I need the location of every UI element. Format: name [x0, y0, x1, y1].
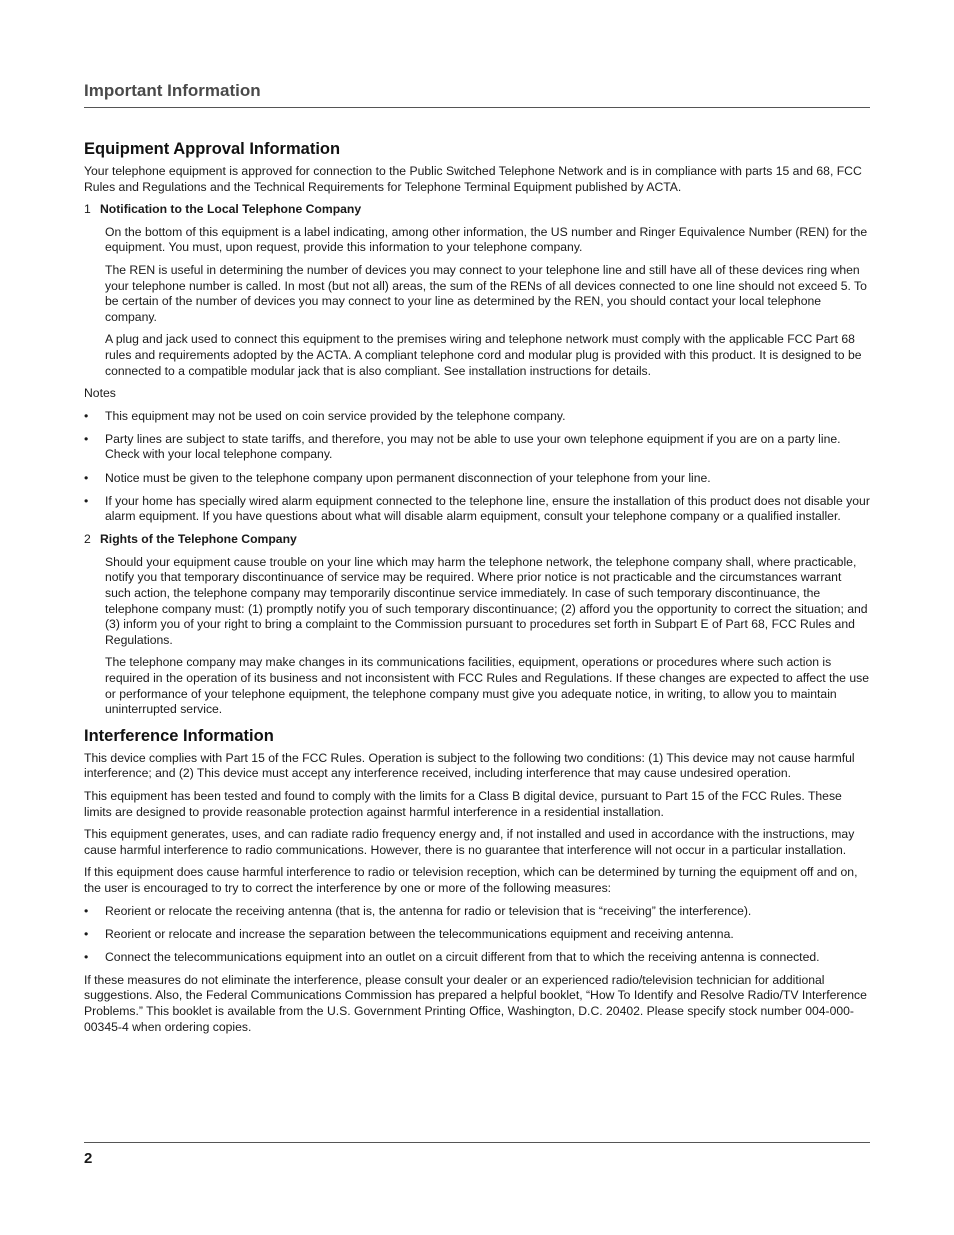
equipment-approval-section: [84, 140, 870, 718]
interference-section: [84, 727, 870, 1035]
subsection-label: Notification to the Local Telephone Company: [100, 202, 362, 217]
list-item: • Reorient or relocate and increase the separation between the telecommunications equipment and receiving antenna.: [84, 926, 734, 941]
header-divider: [84, 107, 870, 108]
list-item: • This equipment may not be used on coin service provided by the telephone company.: [84, 408, 566, 423]
equipment-approval-heading: Equipment Approval Information: [84, 140, 341, 158]
notification-paragraph: On the bottom of this equipment is a label indicating, among other information, the US number and Ringer Equivalence Number (REN) for the equipment. You must, upon request, provide this information to your telephone company.: [105, 224, 868, 255]
bullet-glyph: •: [84, 408, 89, 423]
notes-list: [84, 409, 870, 525]
notification-paragraph: A plug and jack used to connect this equipment to the premises wiring and telephone network must comply with the applicable FCC Part 68 rules and requirements adopted by the ACTA. A compliant telephone cord and modular plug is provided with this product. It is designed to be connected to a compatible modular jack that is also compliant. See installation instructions for details.: [105, 332, 862, 378]
list-item: • Reorient or relocate the receiving antenna (that is, the antenna for radio or television that is “receiving” the interference).: [84, 903, 752, 918]
bullet-glyph: •: [84, 949, 89, 964]
interference-paragraph: If this equipment does cause harmful interference to radio or television reception, which can be determined by turning the equipment off and on, the user is encouraged to try to correct the interference by one or more of the following measures:: [84, 865, 858, 895]
rights-paragraph: Should your equipment cause trouble on your line which may harm the telephone network, the telephone company shall, where practicable, notify you that temporary discontinuance of service may be required. Where prior notice is not practicable and the circumstances warrant such action, the telephone company may temporarily discontinue service immediately. In case of such temporary discontinuance, the telephone company must: (1) promptly notify you of such temporary discontinuance; (2) afford you the opportunity to correct the situation; and (3) inform you of your right to bring a complaint to the Commission pursuant to procedures set forth in Subpart E of Part 68, FCC Rules and Regulations.: [105, 554, 868, 647]
list-item: • If your home has specially wired alarm equipment connected to the telephone line, ensure the installation of this product does not disable your alarm equipment. If you have questions about what will disable alarm equipment, consult your telephone company or a qualified installer.: [84, 493, 870, 524]
bullet-glyph: •: [84, 470, 89, 485]
interference-paragraph: This equipment generates, uses, and can radiate radio frequency energy and, if not installed and used in accordance with the instructions, may cause harmful interference to radio communications. However, there is no guarantee that interference will not occur in a particular installation.: [84, 827, 855, 857]
notification-paragraph: The REN is useful in determining the number of devices you may connect to your telephone line and still have all of these devices ring when your telephone number is called. In most (but not all) areas, the sum of the RENs of all devices connected to one line should not exceed 5. To be certain of the number of devices you may connect to your line as determined by the REN, you should contact your local telephone company.: [105, 262, 867, 324]
bullet-glyph: •: [84, 431, 89, 446]
list-item: • Connect the telecommunications equipment into an outlet on a circuit different from that to which the receiving antenna is connected.: [84, 949, 820, 964]
interference-closing: If these measures do not eliminate the interference, please consult your dealer or an experienced radio/television technician for additional suggestions. Also, the Federal Communications Commission has prepared a helpful booklet, “How To Identify and Resolve Radio/TV Interference Problems.” This booklet is available from the U.S. Government Printing Office, Washington, D.C. 20402. Please specify stock number 004-000-00345-4 when ordering copies.: [84, 972, 867, 1034]
list-item: • Notice must be given to the telephone company upon permanent disconnection of your telephone from your line.: [84, 470, 711, 485]
subsection-notification-title: [84, 202, 870, 218]
footer-divider: [84, 1142, 870, 1143]
subsection-number: 1: [84, 202, 91, 217]
bullet-glyph: •: [84, 493, 89, 508]
page-number: 2: [84, 1150, 93, 1167]
document-page: [84, 0, 870, 1235]
subsection-number: 2: [84, 532, 91, 547]
page-content: [84, 140, 870, 1042]
rights-paragraph: The telephone company may make changes in its communications facilities, equipment, operations or procedures where such action is required in the operation of its business and not inconsistent with FCC Rules and Regulations. If these changes are expected to affect the use or performance of your telephone equipment, the telephone company must give you adequate notice, in writing, to allow you to maintain uninterrupted service.: [105, 655, 869, 717]
list-item: • Party lines are subject to state tariffs, and therefore, you may not be able to use your own telephone equipment if you are on a party line. Check with your local telephone company.: [84, 431, 841, 462]
bullet-glyph: •: [84, 903, 89, 918]
interference-paragraph: This equipment has been tested and found to comply with the limits for a Class B digital device, pursuant to Part 15 of the FCC Rules. These limits are designed to provide reasonable protection against harmful interference in a residential installation.: [84, 789, 842, 819]
interference-paragraph: This device complies with Part 15 of the FCC Rules. Operation is subject to the following two conditions: (1) This device may not cause harmful interference; and (2) This device must accept any interference received, including interference that may cause undesired operation.: [84, 750, 855, 781]
subsection-label: Rights of the Telephone Company: [100, 532, 297, 547]
bullet-glyph: •: [84, 926, 89, 941]
subsection-rights-title: [84, 532, 870, 548]
page-header-title: Important Information: [84, 81, 261, 100]
notes-label: Notes: [84, 386, 116, 401]
interference-heading: Interference Information: [84, 726, 274, 745]
measures-list: [84, 904, 870, 966]
equipment-intro: Your telephone equipment is approved for connection to the Public Switched Telephone Network and is in compliance with parts 15 and 68, FCC Rules and Regulations and the Technical Requirements for Telephone Terminal Equipment published by ACTA.: [84, 164, 862, 194]
